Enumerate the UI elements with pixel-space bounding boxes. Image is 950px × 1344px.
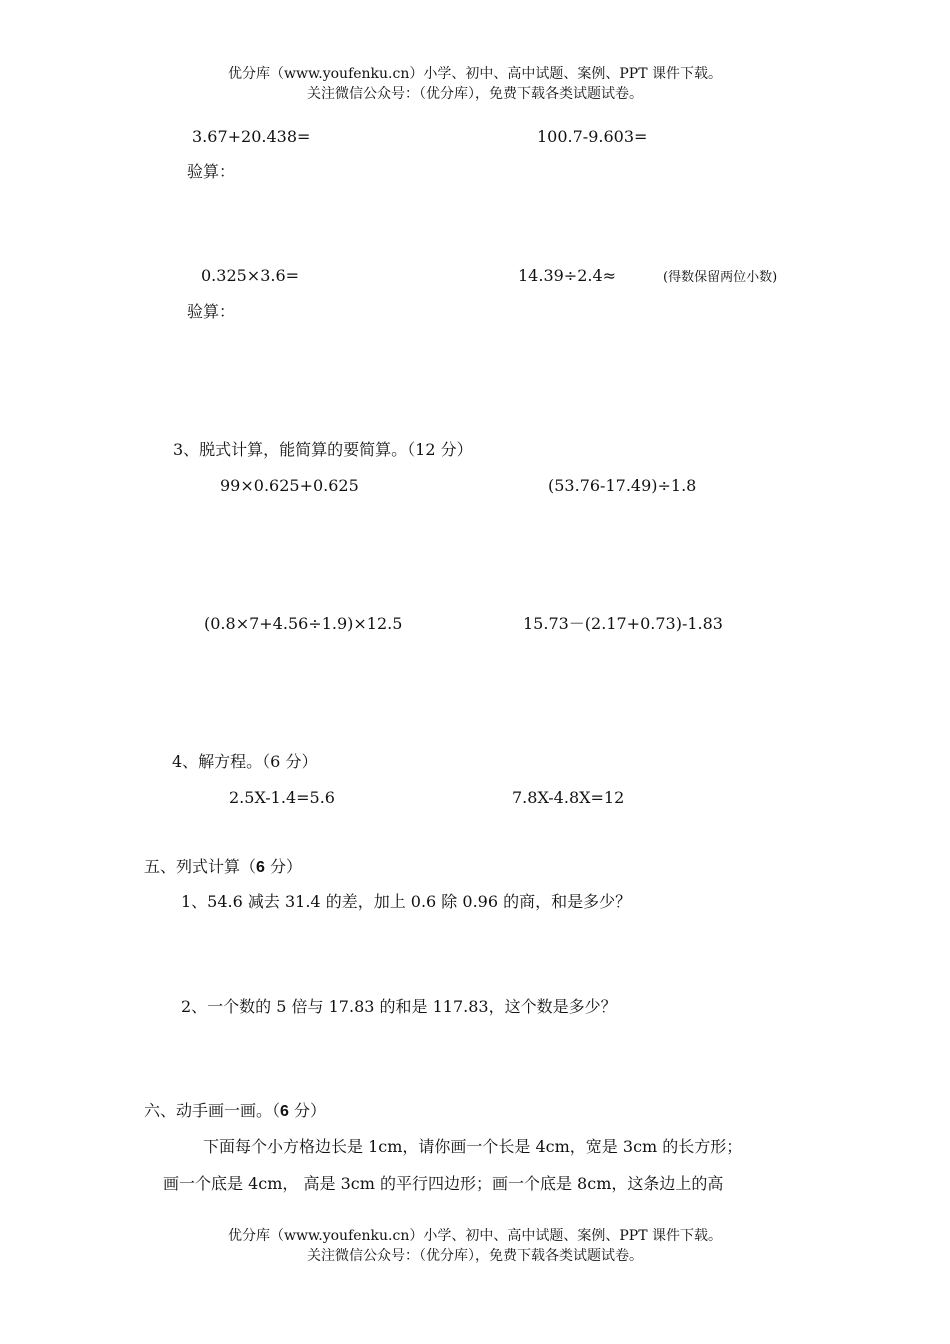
section-5-item-2: 2、一个数的 5 倍与 17.83 的和是 117.83，这个数是多少？	[181, 997, 617, 1016]
q4-title: 4、解方程。（6 分）	[172, 752, 318, 771]
section-6-line-1: 下面每个小方格边长是 1cm，请你画一个长是 4cm，宽是 3cm 的长方形；	[203, 1137, 743, 1156]
q3-expr-4: 15.73－(2.17+0.73)-1.83	[523, 614, 723, 633]
rounding-note: (得数保留两位小数)	[663, 270, 778, 285]
calc-1-right: 100.7-9.603=	[537, 127, 648, 146]
section-5-item-1: 1、54.6 减去 31.4 的差，加上 0.6 除 0.96 的商，和是多少？	[181, 892, 632, 911]
check-label-2: 验算：	[187, 302, 236, 321]
q3-expr-3: (0.8×7+4.56÷1.9)×12.5	[204, 614, 403, 633]
section-5-score: 6	[256, 859, 265, 876]
section-6-title-suffix: 分）	[288, 1101, 327, 1120]
section-6-score: 6	[280, 1103, 289, 1120]
header-line-1: 优分库（www.youfenku.cn）小学、初中、高中试题、案例、PPT 课件下载。	[227, 66, 722, 82]
check-label-1: 验算：	[187, 162, 236, 181]
q3-expr-1: 99×0.625+0.625	[220, 476, 359, 495]
q3-title: 3、脱式计算，能简算的要简算。（12 分）	[173, 440, 473, 459]
q4-equation-2: 7.8X-4.8X=12	[512, 788, 625, 807]
section-5-title	[144, 857, 302, 878]
header-line-2: 关注微信公众号：（优分库），免费下载各类试题试卷。	[307, 86, 643, 102]
calc-2-left: 0.325×3.6=	[201, 266, 300, 285]
section-6-line-2: 画一个底是 4cm， 高是 3cm 的平行四边形；画一个底是 8cm，这条边上的高	[163, 1174, 724, 1193]
footer-line-2: 关注微信公众号：（优分库），免费下载各类试题试卷。	[307, 1248, 643, 1264]
footer-line-1: 优分库（www.youfenku.cn）小学、初中、高中试题、案例、PPT 课件下载。	[227, 1228, 722, 1244]
section-6-title-prefix: 六、动手画一画。（	[144, 1101, 281, 1120]
q3-expr-2: (53.76-17.49)÷1.8	[548, 476, 697, 495]
section-6-title	[144, 1101, 326, 1122]
calc-2-right: 14.39÷2.4≈	[518, 266, 617, 285]
section-5-title-prefix: 五、列式计算（	[144, 857, 257, 876]
section-5-title-suffix: 分）	[264, 857, 303, 876]
q4-equation-1: 2.5X-1.4=5.6	[229, 788, 335, 807]
calc-1-left: 3.67+20.438=	[192, 127, 311, 146]
